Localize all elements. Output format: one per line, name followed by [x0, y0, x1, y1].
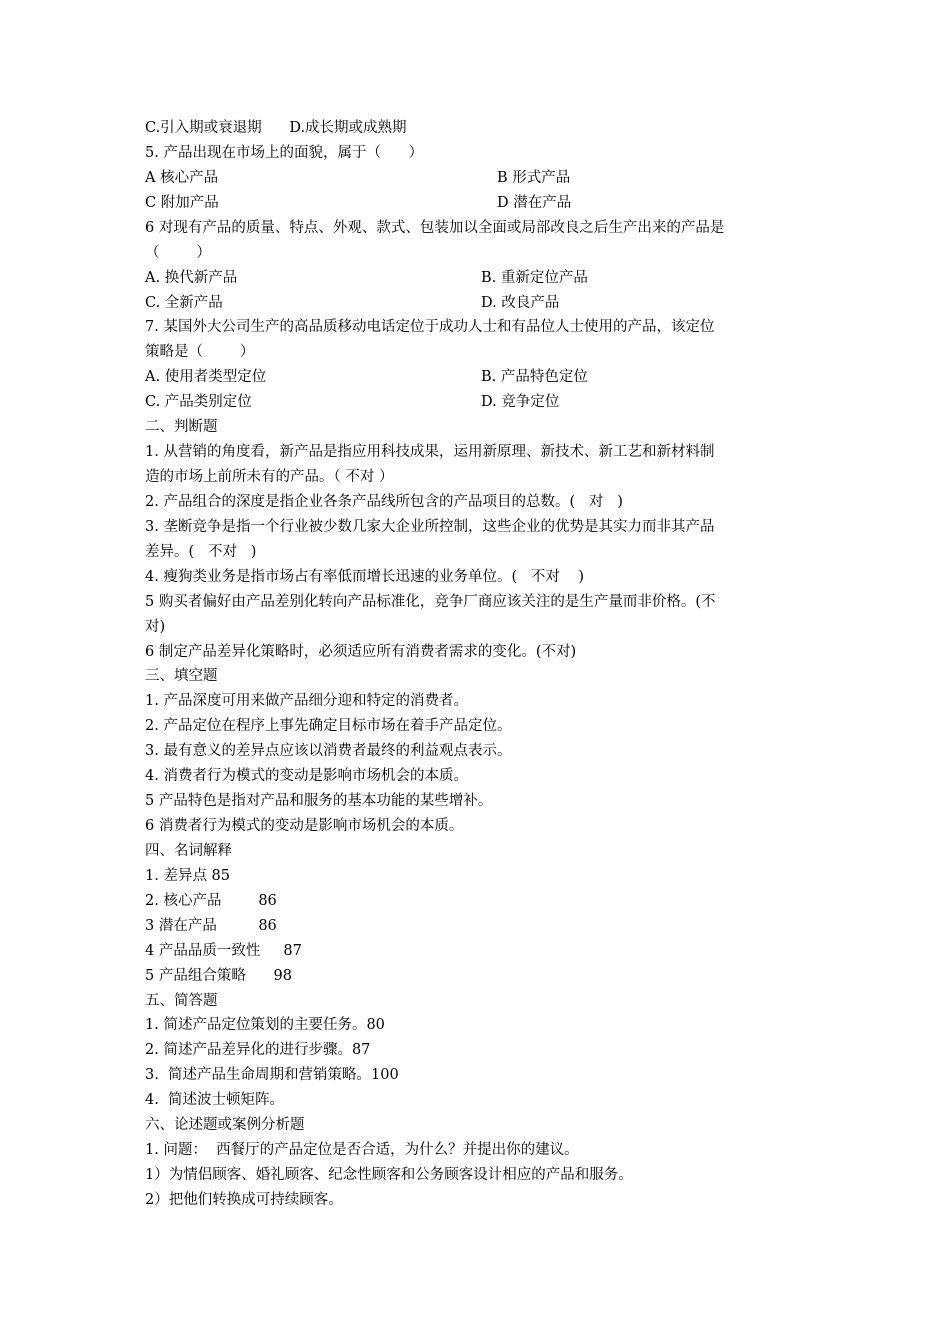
text-line-content: 1. 差异点 85	[145, 867, 231, 884]
text-line-content: C.引入期或衰退期 D.成长期或成熟期	[145, 120, 407, 136]
text-line-content: 二、判断题	[145, 419, 218, 436]
text-line	[145, 618, 165, 636]
text-line-content: 6 对现有产品的质量、特点、外观、款式、包装加以全面或局部改良之后生产出来的产品是	[145, 219, 725, 236]
text-line-content: 差异。( 不对 )	[145, 543, 257, 560]
text-line-content: 5 产品组合策略 98	[145, 967, 292, 984]
text-line-content: 3. 简述产品生命周期和营销策略。100	[145, 1067, 399, 1084]
text-line-content: 6 制定产品差异化策略时，必须适应所有消费者需求的变化。(不对)	[145, 643, 577, 660]
text-line	[145, 792, 492, 810]
text-line-content: 4 产品品质一致性 87	[145, 942, 302, 959]
text-line	[145, 1116, 305, 1134]
text-line	[145, 568, 584, 586]
text-line	[145, 518, 714, 536]
text-line-content: 6 消费者行为模式的变动是影响市场机会的本质。	[145, 818, 464, 835]
text-line	[145, 269, 588, 287]
text-line	[145, 1016, 385, 1034]
text-line-content: C. 全新产品	[145, 294, 223, 311]
text-line-content: 2）把他们转换成可持续顾客。	[145, 1191, 343, 1208]
text-line	[145, 468, 393, 486]
text-line	[145, 692, 468, 710]
text-line	[145, 1166, 633, 1184]
text-line	[145, 418, 218, 436]
text-line	[145, 294, 560, 312]
text-line	[145, 992, 218, 1010]
text-line	[145, 368, 588, 386]
text-line-content: 六、论述题或案例分析题	[145, 1117, 305, 1134]
text-line	[145, 493, 623, 511]
text-line	[145, 219, 724, 237]
text-line-content: 五、简答题	[145, 992, 218, 1009]
text-line	[145, 767, 468, 785]
text-line-content: A. 使用者类型定位	[145, 369, 267, 386]
text-line-content: 5 产品特色是指对产品和服务的基本功能的某些增补。	[145, 793, 493, 810]
text-line-content: 2. 产品组合的深度是指企业各条产品线所包含的产品项目的总数。( 对 )	[145, 493, 623, 510]
text-line-content: A 核心产品	[145, 169, 219, 186]
text-line-right-column: D. 改良产品	[481, 294, 560, 311]
text-line-right-column: B 形式产品	[497, 169, 571, 186]
text-line	[145, 742, 511, 760]
text-line-content: 2. 产品定位在程序上事先确定目标市场在着手产品定位。	[145, 718, 512, 735]
text-line-content: 2. 核心产品 86	[145, 892, 277, 909]
text-line-right-column: B. 重新定位产品	[481, 269, 588, 286]
text-line-content: 对)	[145, 618, 166, 635]
text-line-content: 1. 从营销的角度看，新产品是指应用科技成果，运用新原理、新技术、新工艺和新材料制	[145, 444, 715, 461]
text-line	[145, 717, 511, 735]
text-line-content: 3. 垄断竞争是指一个行业被少数几家大企业所控制，这些企业的优势是其实力而非其产品	[145, 518, 715, 535]
text-line-content: 2. 简述产品差异化的进行步骤。87	[145, 1042, 371, 1059]
text-line-content: 4. 瘦狗类业务是指市场占有率低而增长迅速的业务单位。( 不对 )	[145, 568, 585, 585]
text-line-content: （ ）	[145, 244, 211, 261]
text-line	[145, 892, 277, 910]
text-line-content: 三、填空题	[145, 668, 218, 685]
text-line-content: A. 换代新产品	[145, 269, 238, 286]
text-line	[145, 593, 716, 611]
text-line	[145, 543, 256, 561]
text-line-content: 造的市场上前所未有的产品。（ 不对 ）	[145, 469, 394, 486]
text-line-content: 1. 简述产品定位策划的主要任务。80	[145, 1017, 385, 1034]
text-line	[145, 667, 218, 685]
text-line	[145, 967, 292, 985]
text-line	[145, 144, 423, 162]
text-line	[145, 194, 572, 212]
text-line	[145, 443, 714, 461]
text-line	[145, 1066, 399, 1084]
text-line	[145, 643, 576, 661]
text-line-content: 1. 产品深度可用来做产品细分迎和特定的消费者。	[145, 693, 468, 710]
text-line	[145, 343, 254, 361]
text-line-right-column: B. 产品特色定位	[481, 369, 588, 386]
text-line	[145, 1141, 579, 1159]
text-line-content: 7. 某国外大公司生产的高品质移动电话定位于成功人士和有品位人士使用的产品，该定位	[145, 319, 715, 336]
text-line-content: 策略是（ ）	[145, 344, 255, 361]
text-line-content: 1）为情侣顾客、婚礼顾客、纪念性顾客和公务顾客设计相应的产品和服务。	[145, 1167, 633, 1184]
text-line-content: 4. 简述波士顿矩阵。	[145, 1092, 285, 1109]
text-line-content: C. 产品类别定位	[145, 394, 252, 411]
text-line	[145, 917, 277, 935]
text-line-content: C 附加产品	[145, 194, 219, 211]
text-line-content: 1. 问题： 西餐厅的产品定位是否合适，为什么？并提出你的建议。	[145, 1142, 579, 1159]
text-line	[145, 942, 302, 960]
text-line	[145, 318, 714, 336]
text-line-content: 5. 产品出现在市场上的面貌，属于（ ）	[145, 144, 424, 161]
text-line	[145, 867, 230, 885]
text-line-content: 四、名词解释	[145, 842, 232, 859]
text-line	[145, 244, 211, 262]
text-line	[145, 1091, 284, 1109]
text-line	[145, 817, 463, 835]
text-line	[145, 119, 407, 137]
text-line-content: 4. 消费者行为模式的变动是影响市场机会的本质。	[145, 768, 468, 785]
text-line	[145, 1041, 370, 1059]
text-line	[145, 1191, 343, 1209]
text-line	[145, 842, 232, 860]
text-line	[145, 169, 571, 187]
text-line-content: 5 购买者偏好由产品差别化转向产品标准化，竞争厂商应该关注的是生产量而非价格。(不	[145, 593, 716, 610]
text-line-content: 3. 最有意义的差异点应该以消费者最终的利益观点表示。	[145, 743, 512, 760]
text-line	[145, 393, 560, 411]
text-line-right-column: D 潜在产品	[497, 194, 572, 211]
text-line-content: 3 潜在产品 86	[145, 917, 277, 934]
text-line-right-column: D. 竞争定位	[481, 394, 560, 411]
